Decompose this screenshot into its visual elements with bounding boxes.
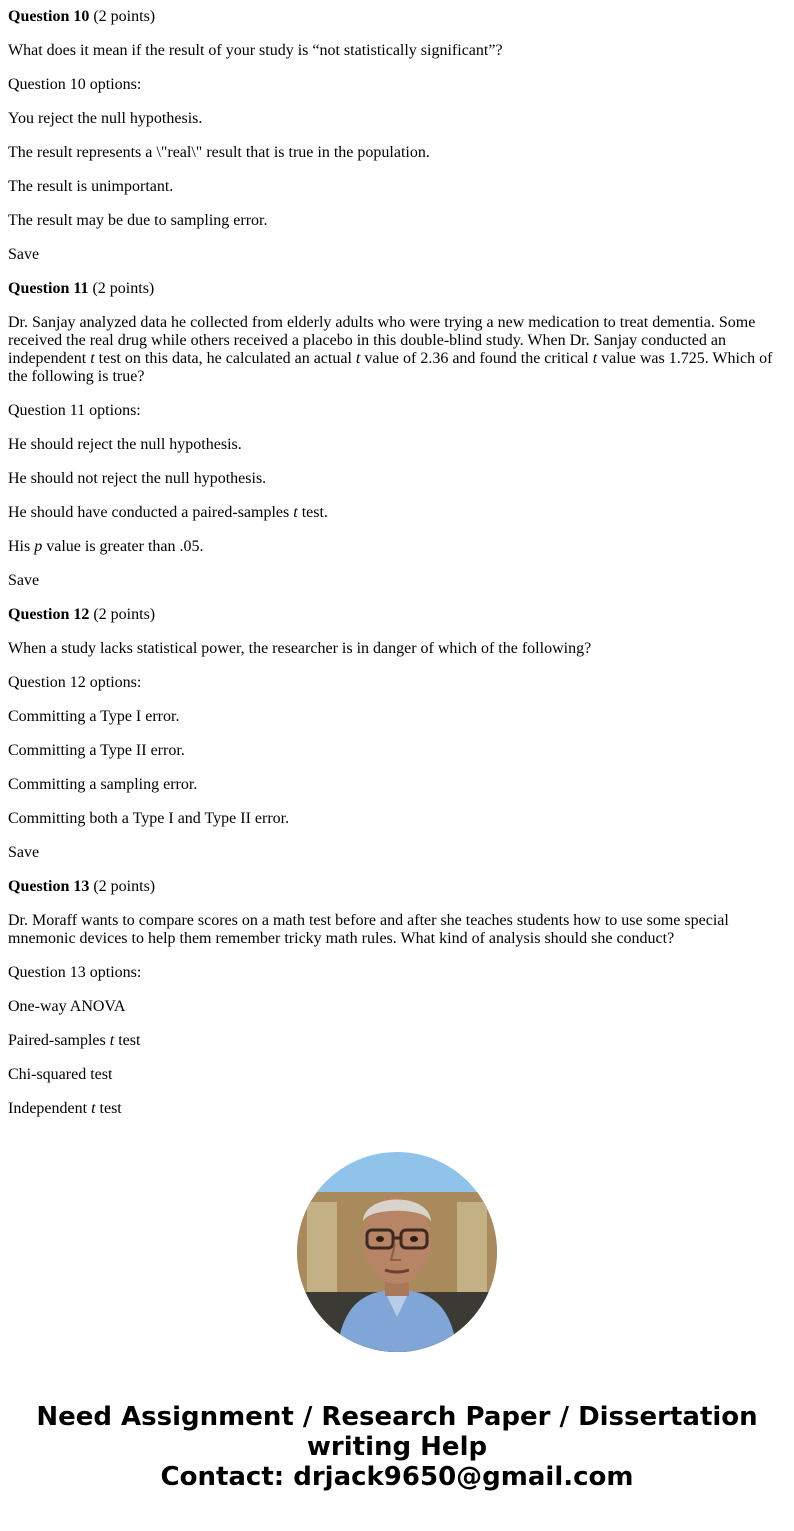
answer-option[interactable]: [8, 708, 786, 726]
answer-option[interactable]: [8, 212, 786, 230]
text-run: Chi-squared test: [8, 1066, 113, 1083]
text-run: You reject the null hypothesis.: [8, 110, 203, 127]
answer-option[interactable]: [8, 436, 786, 454]
text-run: test: [95, 1100, 122, 1117]
text-run: His: [8, 538, 35, 555]
italic-symbol: t: [592, 350, 598, 367]
text-run: Committing both a Type I and Type II error.: [8, 810, 290, 827]
text-run: value is greater than .05.: [42, 538, 204, 555]
options-label: Question 10 options:: [8, 76, 142, 93]
answer-option[interactable]: [8, 110, 786, 128]
question-points: (2 points): [93, 8, 156, 25]
question-number: Question 12: [8, 606, 90, 623]
italic-symbol: t: [355, 350, 361, 367]
text-run: The result is unimportant.: [8, 178, 174, 195]
answer-option[interactable]: [8, 538, 786, 556]
text-run: One-way ANOVA: [8, 998, 126, 1015]
question-points: (2 points): [93, 878, 156, 895]
italic-symbol: t: [109, 1032, 115, 1049]
italic-symbol: t: [91, 1100, 96, 1117]
text-run: value of 2.36 and found the critical: [360, 350, 593, 367]
answer-option[interactable]: [8, 742, 786, 760]
text-run: Committing a sampling error.: [8, 776, 198, 793]
promo-contact: Contact: drjack9650@gmail.com: [160, 1462, 634, 1492]
text-run: Committing a Type II error.: [8, 742, 185, 759]
quiz-content: [0, 8, 794, 1118]
question-header: [8, 606, 786, 624]
text-run: The result may be due to sampling error.: [8, 212, 268, 229]
answer-option[interactable]: [8, 776, 786, 794]
question-points: (2 points): [93, 606, 156, 623]
answer-option[interactable]: [8, 1100, 786, 1118]
text-run: He should not reject the null hypothesis.: [8, 470, 267, 487]
question-prompt: [8, 42, 786, 60]
text-run: Committing a Type I error.: [8, 708, 180, 725]
options-label: Question 11 options:: [8, 402, 141, 419]
italic-symbol: t: [90, 350, 95, 367]
answer-option[interactable]: [8, 178, 786, 196]
text-run: He should have conducted a paired-samples: [8, 504, 294, 521]
question-prompt: [8, 640, 786, 658]
options-label: Question 13 options:: [8, 964, 142, 981]
options-label: Question 12 options:: [8, 674, 142, 691]
question-header: [8, 878, 786, 896]
tutor-avatar: [297, 1152, 497, 1352]
question-points: (2 points): [92, 280, 155, 297]
text-run: Dr. Moraff wants to compare scores on a math test before and after she teaches students how to use some special mnemonic devices to help them remember tricky math rules. What kind of analysis should she conduct?: [8, 912, 729, 947]
answer-option[interactable]: [8, 1066, 786, 1084]
answer-option[interactable]: [8, 504, 786, 522]
text-run: test on this data, he calculated an actual: [94, 350, 356, 367]
question-header: [8, 280, 786, 298]
promo-line-2: writing Help: [306, 1432, 488, 1462]
question-prompt: [8, 314, 786, 386]
question-header: [8, 8, 786, 26]
answer-option[interactable]: [8, 144, 786, 162]
text-run: test: [114, 1032, 141, 1049]
save-button[interactable]: Save: [8, 844, 40, 861]
italic-symbol: p: [34, 538, 43, 555]
answer-option[interactable]: [8, 470, 786, 488]
italic-symbol: t: [293, 504, 298, 521]
answer-option[interactable]: [8, 1032, 786, 1050]
save-button[interactable]: Save: [8, 572, 40, 589]
question-number: Question 11: [8, 280, 89, 297]
text-run: When a study lacks statistical power, the researcher is in danger of which of the following?: [8, 640, 592, 657]
tutor-portrait-icon: [297, 1152, 497, 1352]
text-run: Dr. Sanjay analyzed data he collected from elderly adults who were trying a new medication to treat dementia. Some received the real drug while others received a placebo in this double-blind study. When Dr. Sanjay conducted an independent: [8, 314, 756, 367]
text-run: The result represents a \"real\" result that is true in the population.: [8, 144, 430, 161]
question-prompt: [8, 912, 786, 948]
question-number: Question 10: [8, 8, 90, 25]
text-run: Paired-samples: [8, 1032, 110, 1049]
text-run: He should reject the null hypothesis.: [8, 436, 242, 453]
question-number: Question 13: [8, 878, 90, 895]
text-run: test.: [297, 504, 328, 521]
promo-section: [0, 1152, 794, 1492]
answer-option[interactable]: [8, 810, 786, 828]
text-run: Independent: [8, 1100, 92, 1117]
promo-text: [0, 1402, 794, 1492]
text-run: What does it mean if the result of your study is “not statistically significant”?: [8, 42, 503, 59]
answer-option[interactable]: [8, 998, 786, 1016]
save-button[interactable]: Save: [8, 246, 40, 263]
promo-line-1: Need Assignment / Research Paper / Dissertation: [36, 1402, 758, 1432]
text-run: value was 1.725. Which of the following is true?: [8, 350, 773, 385]
